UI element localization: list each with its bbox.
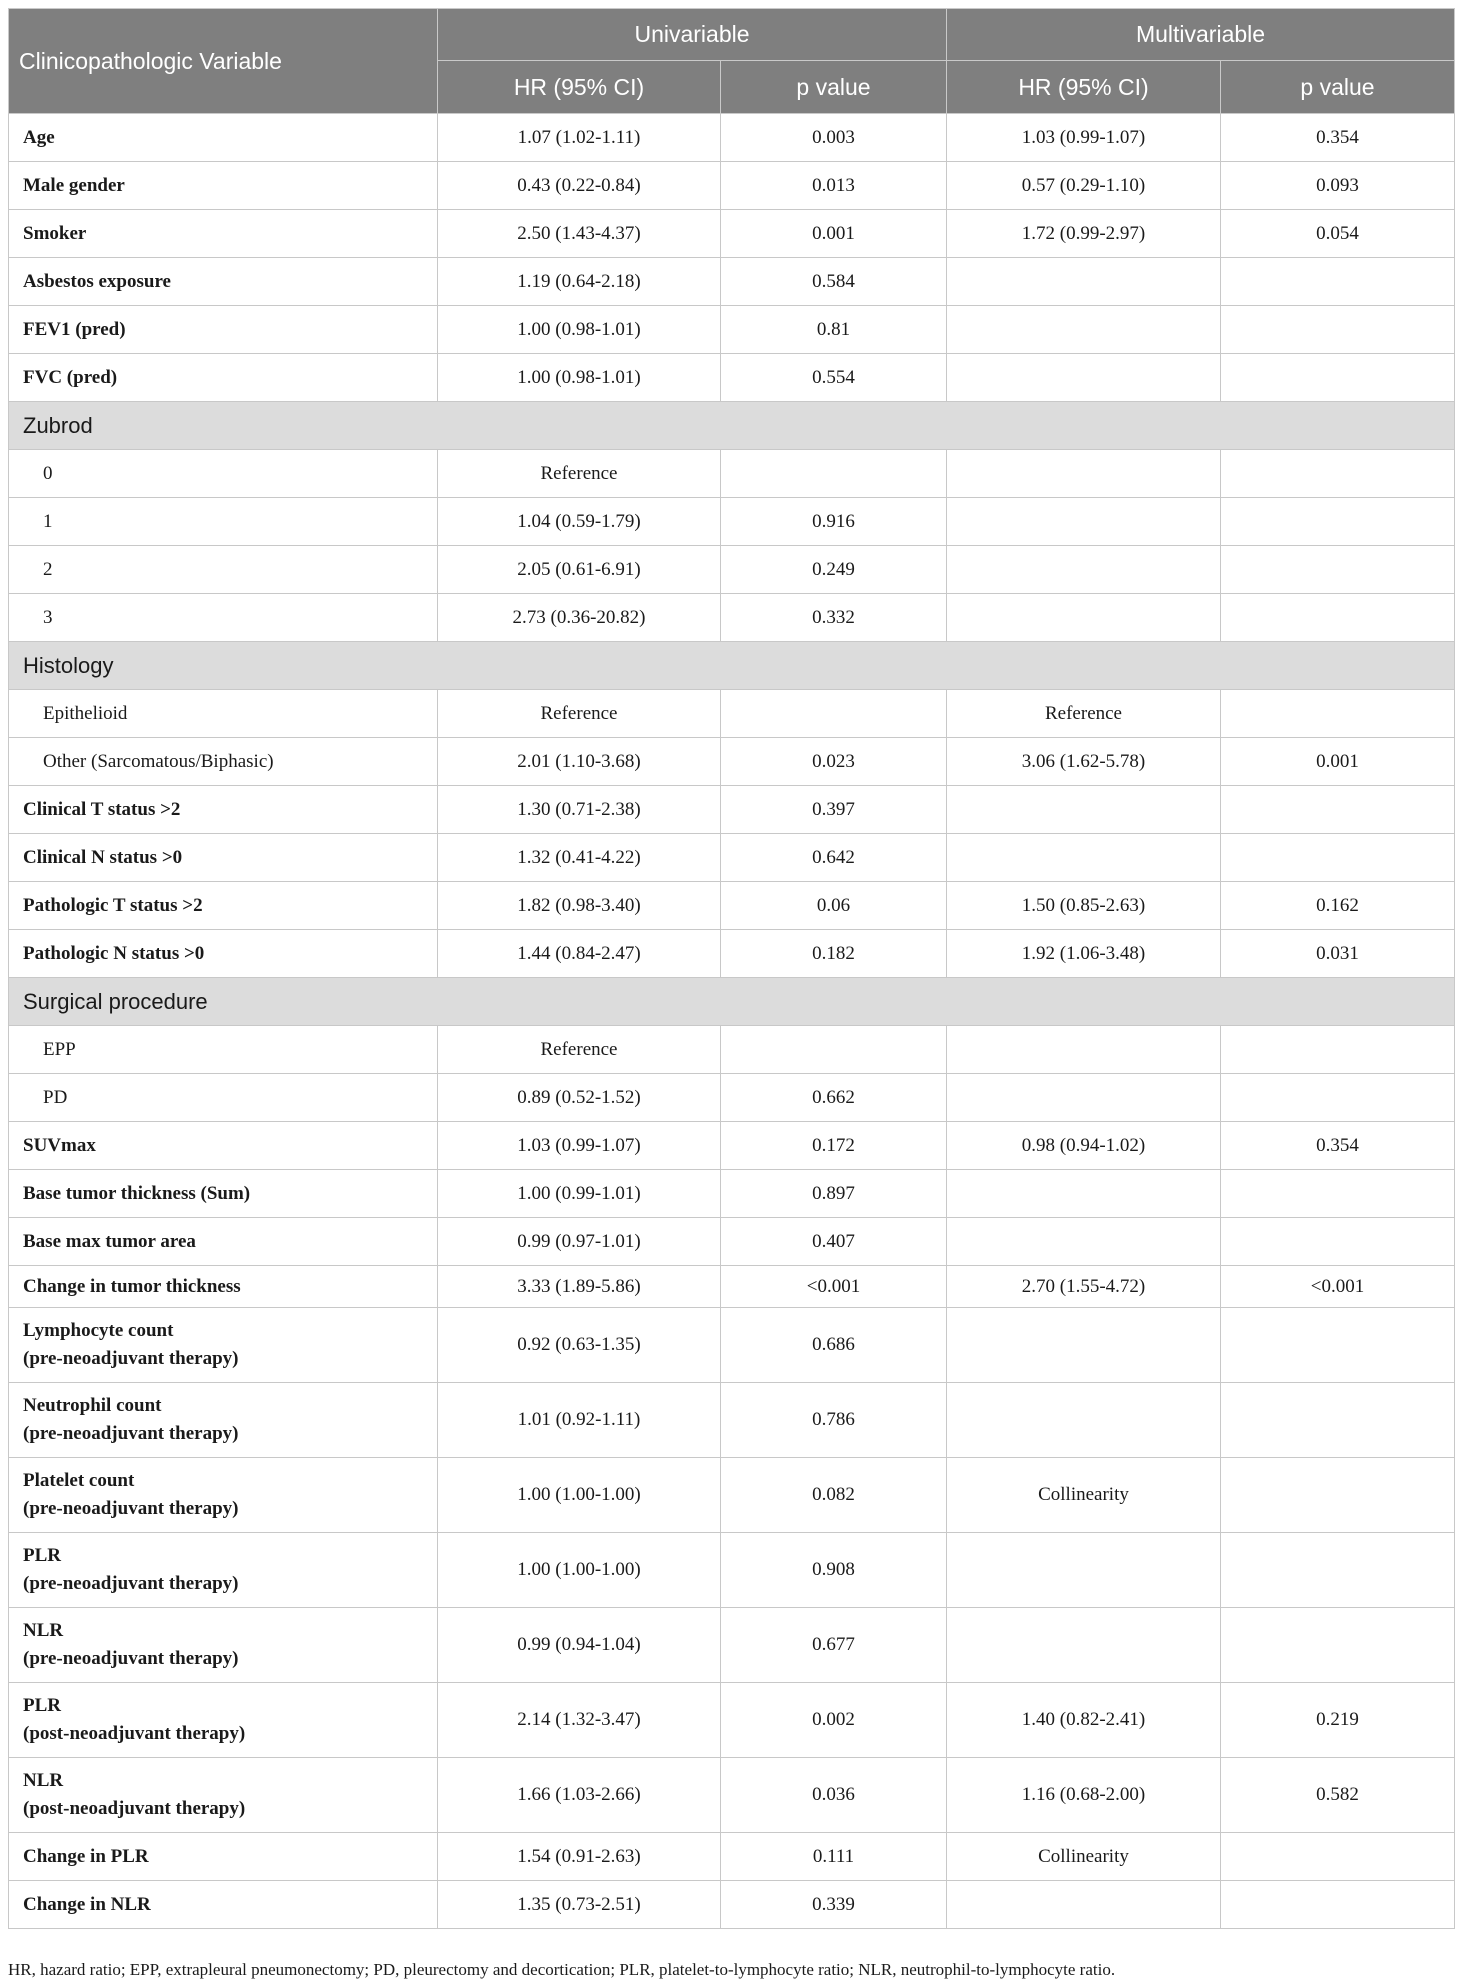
univariable-p-cell: 0.677 <box>721 1608 947 1683</box>
univariable-hr-cell: 1.01 (0.92-1.11) <box>438 1383 721 1458</box>
table-header <box>9 9 1455 114</box>
univariable-hr-cell: 0.99 (0.94-1.04) <box>438 1608 721 1683</box>
univariable-hr-cell: 1.00 (0.98-1.01) <box>438 354 721 402</box>
section-header-row <box>9 642 1455 690</box>
multivariable-p-cell: 0.582 <box>1221 1758 1455 1833</box>
univariable-p-cell: 0.642 <box>721 834 947 882</box>
univariable-p-cell: 0.686 <box>721 1308 947 1383</box>
univariable-hr-cell: 2.50 (1.43-4.37) <box>438 210 721 258</box>
variable-label-qualifier: (pre-neoadjuvant therapy) <box>23 1348 239 1369</box>
variable-cell: Smoker <box>9 210 438 258</box>
variable-label: NLR <box>23 1770 64 1791</box>
multivariable-hr-cell <box>947 450 1221 498</box>
multivariable-p-cell <box>1221 1833 1455 1881</box>
variable-cell: Base max tumor area <box>9 1218 438 1266</box>
variable-cell: 1 <box>9 498 438 546</box>
multivariable-hr-cell <box>947 546 1221 594</box>
univariable-hr-header: HR (95% CI) <box>438 61 721 114</box>
variable-label: PLR <box>23 1545 61 1566</box>
multivariable-p-cell: 0.031 <box>1221 930 1455 978</box>
univariable-p-cell: 0.339 <box>721 1881 947 1929</box>
univariable-hr-cell: 1.19 (0.64-2.18) <box>438 258 721 306</box>
variable-label-qualifier: (pre-neoadjuvant therapy) <box>23 1648 239 1669</box>
variable-cell: Clinical T status >2 <box>9 786 438 834</box>
univariable-hr-cell: 1.30 (0.71-2.38) <box>438 786 721 834</box>
multivariable-p-cell <box>1221 498 1455 546</box>
univariable-hr-cell: 1.00 (0.99-1.01) <box>438 1170 721 1218</box>
multivariable-hr-cell: 1.40 (0.82-2.41) <box>947 1683 1221 1758</box>
variable-cell: PD <box>9 1074 438 1122</box>
univariable-hr-cell: 1.66 (1.03-2.66) <box>438 1758 721 1833</box>
multivariable-hr-cell: 0.98 (0.94-1.02) <box>947 1122 1221 1170</box>
variable-label-qualifier: (pre-neoadjuvant therapy) <box>23 1498 239 1519</box>
variable-label-qualifier: (pre-neoadjuvant therapy) <box>23 1423 239 1444</box>
multivariable-p-cell: 0.054 <box>1221 210 1455 258</box>
variable-column-header: Clinicopathologic Variable <box>9 9 438 114</box>
hazard-ratio-table <box>8 8 1455 1929</box>
univariable-hr-cell: Reference <box>438 690 721 738</box>
multivariable-hr-cell <box>947 1218 1221 1266</box>
multivariable-hr-cell: 1.72 (0.99-2.97) <box>947 210 1221 258</box>
univariable-p-cell: <0.001 <box>721 1266 947 1308</box>
variable-cell <box>9 1758 438 1833</box>
multivariable-hr-cell: 0.57 (0.29-1.10) <box>947 162 1221 210</box>
variable-cell: SUVmax <box>9 1122 438 1170</box>
multivariable-p-cell <box>1221 1170 1455 1218</box>
univariable-hr-cell: 1.82 (0.98-3.40) <box>438 882 721 930</box>
table-row <box>9 882 1455 930</box>
univariable-p-cell: 0.111 <box>721 1833 947 1881</box>
univariable-hr-cell: Reference <box>438 1026 721 1074</box>
univariable-p-cell: 0.06 <box>721 882 947 930</box>
table-row <box>9 1383 1455 1458</box>
multivariable-hr-cell <box>947 354 1221 402</box>
univariable-hr-cell: 1.44 (0.84-2.47) <box>438 930 721 978</box>
variable-cell <box>9 1608 438 1683</box>
univariable-hr-cell: 1.32 (0.41-4.22) <box>438 834 721 882</box>
multivariable-p-cell: 0.354 <box>1221 1122 1455 1170</box>
section-header-row <box>9 978 1455 1026</box>
multivariable-hr-cell: Collinearity <box>947 1458 1221 1533</box>
multivariable-p-cell <box>1221 450 1455 498</box>
table-row <box>9 1266 1455 1308</box>
multivariable-p-cell <box>1221 1881 1455 1929</box>
variable-label-qualifier: (post-neoadjuvant therapy) <box>23 1723 246 1744</box>
table-row <box>9 306 1455 354</box>
table-row <box>9 1833 1455 1881</box>
univariable-hr-cell: 2.73 (0.36-20.82) <box>438 594 721 642</box>
variable-cell <box>9 1458 438 1533</box>
multivariable-hr-cell: 1.92 (1.06-3.48) <box>947 930 1221 978</box>
multivariable-p-cell: 0.354 <box>1221 114 1455 162</box>
table-row <box>9 834 1455 882</box>
table-body <box>9 114 1455 1929</box>
table-row <box>9 1170 1455 1218</box>
univariable-p-cell: 0.81 <box>721 306 947 354</box>
variable-cell: EPP <box>9 1026 438 1074</box>
multivariable-hr-cell <box>947 594 1221 642</box>
table-row <box>9 1533 1455 1608</box>
multivariable-hr-cell <box>947 258 1221 306</box>
multivariable-hr-cell <box>947 1170 1221 1218</box>
multivariable-p-cell <box>1221 834 1455 882</box>
multivariable-p-cell: 0.162 <box>1221 882 1455 930</box>
univariable-p-cell: 0.662 <box>721 1074 947 1122</box>
table-row <box>9 1758 1455 1833</box>
table-subrow <box>9 450 1455 498</box>
variable-cell: Male gender <box>9 162 438 210</box>
table-subrow <box>9 1074 1455 1122</box>
multivariable-hr-cell <box>947 1383 1221 1458</box>
variable-cell: Pathologic T status >2 <box>9 882 438 930</box>
univariable-p-cell: 0.407 <box>721 1218 947 1266</box>
multivariable-hr-cell <box>947 1074 1221 1122</box>
multivariable-hr-cell: 3.06 (1.62-5.78) <box>947 738 1221 786</box>
table-row <box>9 354 1455 402</box>
results-table-container <box>8 8 1454 1929</box>
univariable-p-cell: 0.003 <box>721 114 947 162</box>
variable-label-qualifier: (post-neoadjuvant therapy) <box>23 1798 246 1819</box>
variable-cell: 3 <box>9 594 438 642</box>
table-row <box>9 1458 1455 1533</box>
multivariable-p-cell <box>1221 786 1455 834</box>
multivariable-p-cell <box>1221 594 1455 642</box>
univariable-hr-cell: 0.89 (0.52-1.52) <box>438 1074 721 1122</box>
variable-cell: Change in tumor thickness <box>9 1266 438 1308</box>
table-row <box>9 114 1455 162</box>
multivariable-p-header: p value <box>1221 61 1455 114</box>
univariable-p-cell <box>721 690 947 738</box>
table-subrow <box>9 690 1455 738</box>
multivariable-hr-cell <box>947 834 1221 882</box>
multivariable-p-cell <box>1221 1308 1455 1383</box>
multivariable-hr-cell: Reference <box>947 690 1221 738</box>
variable-cell: Asbestos exposure <box>9 258 438 306</box>
multivariable-p-cell <box>1221 1458 1455 1533</box>
univariable-hr-cell: 3.33 (1.89-5.86) <box>438 1266 721 1308</box>
variable-cell: Change in NLR <box>9 1881 438 1929</box>
multivariable-p-cell <box>1221 258 1455 306</box>
univariable-p-cell: 0.908 <box>721 1533 947 1608</box>
multivariable-p-cell <box>1221 1383 1455 1458</box>
univariable-p-cell: 0.397 <box>721 786 947 834</box>
section-label: Histology <box>9 642 1455 690</box>
univariable-p-cell: 0.172 <box>721 1122 947 1170</box>
multivariable-p-cell <box>1221 306 1455 354</box>
univariable-hr-cell: 1.00 (1.00-1.00) <box>438 1533 721 1608</box>
variable-cell <box>9 1683 438 1758</box>
multivariable-group-header: Multivariable <box>947 9 1455 61</box>
univariable-hr-cell: 1.35 (0.73-2.51) <box>438 1881 721 1929</box>
multivariable-p-cell: <0.001 <box>1221 1266 1455 1308</box>
multivariable-hr-cell: 1.50 (0.85-2.63) <box>947 882 1221 930</box>
multivariable-p-cell: 0.093 <box>1221 162 1455 210</box>
multivariable-p-cell: 0.001 <box>1221 738 1455 786</box>
variable-cell: Change in PLR <box>9 1833 438 1881</box>
univariable-p-cell: 0.332 <box>721 594 947 642</box>
univariable-hr-cell: 1.00 (1.00-1.00) <box>438 1458 721 1533</box>
multivariable-hr-cell: Collinearity <box>947 1833 1221 1881</box>
variable-cell: Age <box>9 114 438 162</box>
univariable-hr-cell: 1.00 (0.98-1.01) <box>438 306 721 354</box>
multivariable-hr-cell: 1.16 (0.68-2.00) <box>947 1758 1221 1833</box>
multivariable-p-cell <box>1221 546 1455 594</box>
variable-cell <box>9 1383 438 1458</box>
univariable-p-header: p value <box>721 61 947 114</box>
table-row <box>9 162 1455 210</box>
variable-cell: FEV1 (pred) <box>9 306 438 354</box>
table-subrow <box>9 594 1455 642</box>
table-row <box>9 1218 1455 1266</box>
univariable-hr-cell: 1.04 (0.59-1.79) <box>438 498 721 546</box>
univariable-p-cell <box>721 450 947 498</box>
univariable-p-cell: 0.023 <box>721 738 947 786</box>
univariable-hr-cell: 0.99 (0.97-1.01) <box>438 1218 721 1266</box>
variable-cell: Clinical N status >0 <box>9 834 438 882</box>
multivariable-hr-cell <box>947 786 1221 834</box>
variable-label: Neutrophil count <box>23 1395 162 1416</box>
table-row <box>9 1608 1455 1683</box>
univariable-p-cell: 0.584 <box>721 258 947 306</box>
variable-cell: Epithelioid <box>9 690 438 738</box>
table-row <box>9 258 1455 306</box>
variable-cell <box>9 1308 438 1383</box>
univariable-p-cell: 0.182 <box>721 930 947 978</box>
multivariable-hr-cell: 2.70 (1.55-4.72) <box>947 1266 1221 1308</box>
table-row <box>9 210 1455 258</box>
multivariable-p-cell <box>1221 354 1455 402</box>
multivariable-hr-cell <box>947 306 1221 354</box>
variable-label-qualifier: (pre-neoadjuvant therapy) <box>23 1573 239 1594</box>
multivariable-p-cell: 0.219 <box>1221 1683 1455 1758</box>
multivariable-p-cell <box>1221 1026 1455 1074</box>
table-row <box>9 930 1455 978</box>
multivariable-hr-cell <box>947 1533 1221 1608</box>
variable-cell: 2 <box>9 546 438 594</box>
variable-label: Lymphocyte count <box>23 1320 174 1341</box>
section-label: Surgical procedure <box>9 978 1455 1026</box>
univariable-p-cell: 0.036 <box>721 1758 947 1833</box>
variable-label: Platelet count <box>23 1470 135 1491</box>
univariable-p-cell: 0.786 <box>721 1383 947 1458</box>
table-row <box>9 1308 1455 1383</box>
univariable-hr-cell: 1.07 (1.02-1.11) <box>438 114 721 162</box>
multivariable-p-cell <box>1221 1608 1455 1683</box>
section-header-row <box>9 402 1455 450</box>
univariable-p-cell: 0.249 <box>721 546 947 594</box>
table-footnote: HR, hazard ratio; EPP, extrapleural pneumonectomy; PD, pleurectomy and decortication; PLR, platelet-to-lymphocyte ratio; NLR, neutrophil-to-lymphocyte ratio. <box>8 1960 1116 1979</box>
table-subrow <box>9 498 1455 546</box>
multivariable-hr-cell <box>947 1881 1221 1929</box>
table-subrow <box>9 1026 1455 1074</box>
univariable-group-header: Univariable <box>438 9 947 61</box>
variable-label: PLR <box>23 1695 61 1716</box>
multivariable-p-cell <box>1221 1533 1455 1608</box>
univariable-p-cell: 0.001 <box>721 210 947 258</box>
univariable-p-cell: 0.916 <box>721 498 947 546</box>
univariable-hr-cell: 1.54 (0.91-2.63) <box>438 1833 721 1881</box>
univariable-hr-cell: 2.14 (1.32-3.47) <box>438 1683 721 1758</box>
variable-cell: Other (Sarcomatous/Biphasic) <box>9 738 438 786</box>
table-row <box>9 1683 1455 1758</box>
section-label: Zubrod <box>9 402 1455 450</box>
univariable-hr-cell: 2.01 (1.10-3.68) <box>438 738 721 786</box>
univariable-p-cell <box>721 1026 947 1074</box>
univariable-hr-cell: 2.05 (0.61-6.91) <box>438 546 721 594</box>
variable-cell: FVC (pred) <box>9 354 438 402</box>
univariable-p-cell: 0.013 <box>721 162 947 210</box>
multivariable-hr-cell <box>947 1026 1221 1074</box>
table-row <box>9 1881 1455 1929</box>
table-subrow <box>9 738 1455 786</box>
multivariable-hr-cell <box>947 498 1221 546</box>
univariable-p-cell: 0.554 <box>721 354 947 402</box>
univariable-p-cell: 0.082 <box>721 1458 947 1533</box>
univariable-p-cell: 0.002 <box>721 1683 947 1758</box>
multivariable-hr-cell: 1.03 (0.99-1.07) <box>947 114 1221 162</box>
variable-cell: 0 <box>9 450 438 498</box>
univariable-hr-cell: Reference <box>438 450 721 498</box>
variable-cell: Pathologic N status >0 <box>9 930 438 978</box>
table-row <box>9 786 1455 834</box>
multivariable-hr-cell <box>947 1308 1221 1383</box>
multivariable-p-cell <box>1221 690 1455 738</box>
variable-cell <box>9 1533 438 1608</box>
multivariable-hr-cell <box>947 1608 1221 1683</box>
multivariable-hr-header: HR (95% CI) <box>947 61 1221 114</box>
variable-cell: Base tumor thickness (Sum) <box>9 1170 438 1218</box>
multivariable-p-cell <box>1221 1074 1455 1122</box>
univariable-hr-cell: 0.43 (0.22-0.84) <box>438 162 721 210</box>
univariable-hr-cell: 1.03 (0.99-1.07) <box>438 1122 721 1170</box>
univariable-p-cell: 0.897 <box>721 1170 947 1218</box>
univariable-hr-cell: 0.92 (0.63-1.35) <box>438 1308 721 1383</box>
multivariable-p-cell <box>1221 1218 1455 1266</box>
table-row <box>9 1122 1455 1170</box>
variable-label: NLR <box>23 1620 64 1641</box>
table-subrow <box>9 546 1455 594</box>
